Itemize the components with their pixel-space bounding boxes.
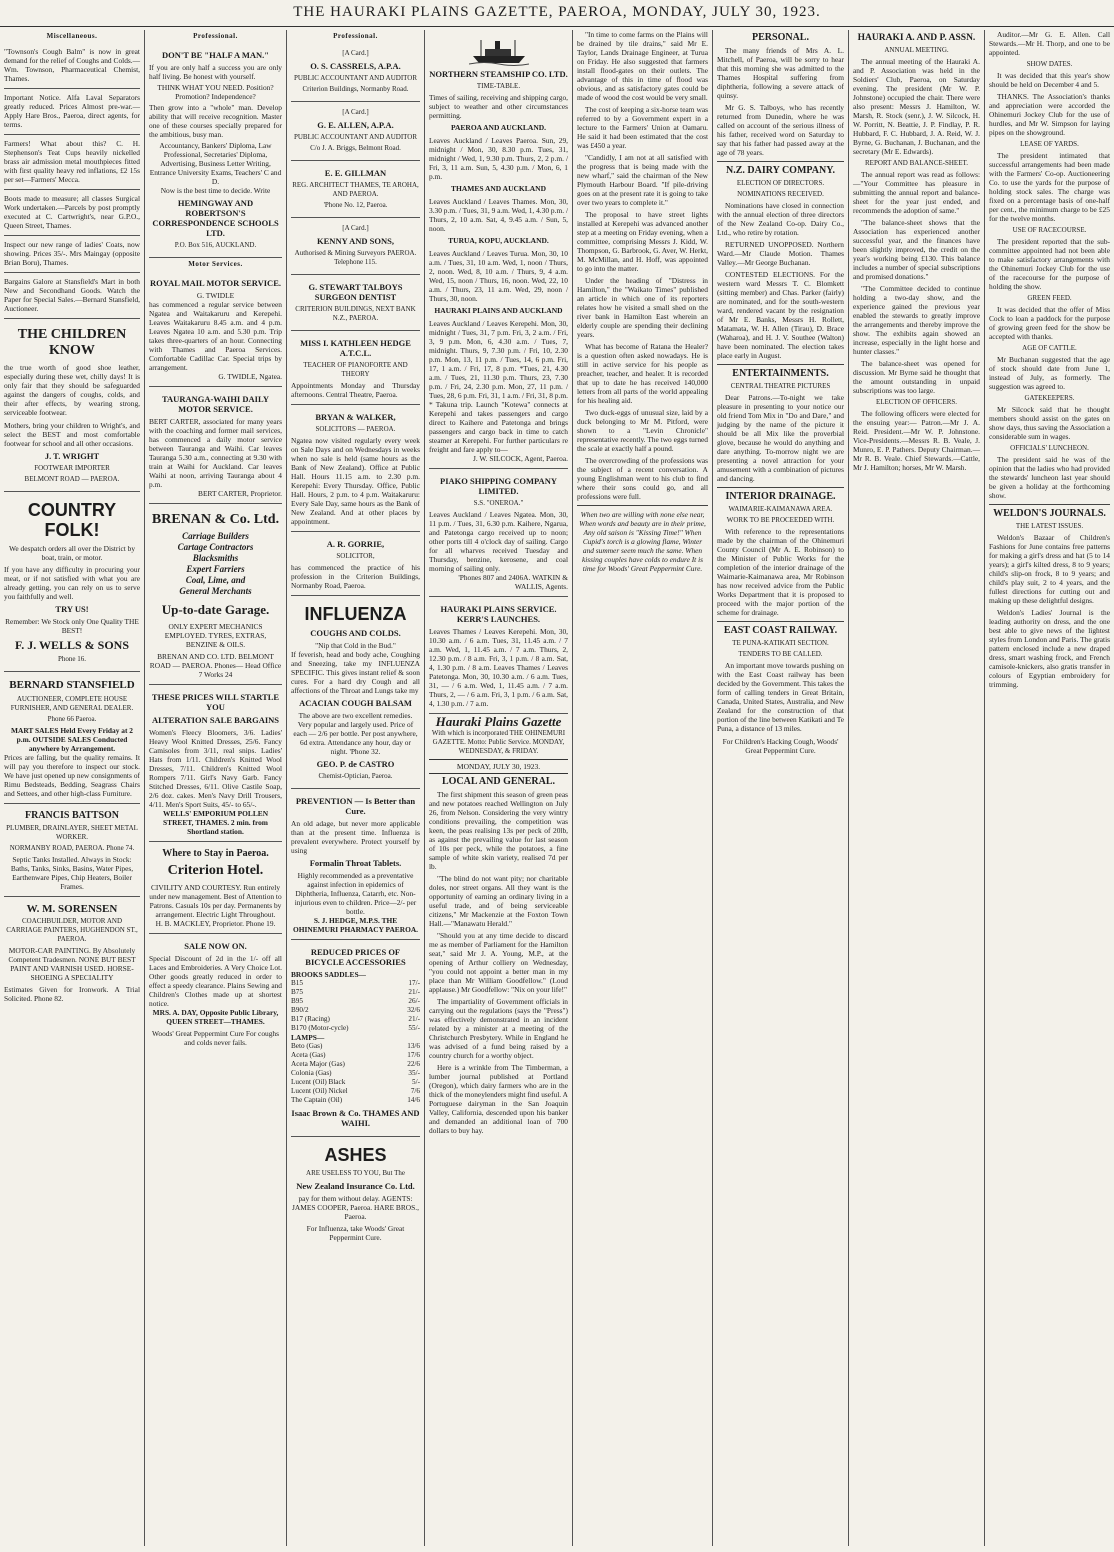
section-professional-2: Professional. [333, 32, 378, 40]
dairy-heading: N.Z. DAIRY COMPANY. [726, 165, 835, 176]
piako-text: Leaves Auckland / Leaves Ngatea. Mon, 30, 11 p.m. / Tues, 31, 6.30 p.m. Kaihere, Ngarua, and Patetonga cargo received up to noon; other ports till 4 o'clock day of sailing. Cargo for all wharves received Tuesday and Thursday, benzine, kerosene, and coal morning of sailing only. [429, 510, 568, 573]
c5-para-6: What has become of Ratana the Healer? is a question often asked nowadays. He is still in active service for his people as preacher, teacher, and healer. It is recorded that up to date he has received 140,000 letters from all parts of the world appealing for his healing aid. [577, 342, 708, 405]
wells-emporium: WELLS' EMPORIUM POLLEN STREET, THAMES. 2 min. from Shortland station. [162, 809, 269, 836]
stansfield-phone: Phone 66 Paeroa. [47, 715, 97, 723]
ad-ashes [291, 1137, 420, 1247]
drainage-sub: WAIMARIE-KAIMANAWA AREA. [728, 505, 833, 513]
gazette-title: Hauraki Plains Gazette [435, 714, 562, 729]
twidle-sign: G. TWIDLE, Ngatea. [218, 372, 282, 381]
hedge-chemist: S. J. HEDGE, M.P.S. THE OHINEMURI PHARMACY PAEROA. [292, 916, 418, 934]
dairy-contested: CONTESTED ELECTIONS. For the western ward Messrs T. C. Blomkett (sitting member) and Chas. Parker (fairly) are nominated, and for the south-western ward, rendered vacant by the resignation of Mr E. Banks, Messrs H. Rollett, Matamata, W. H. Allen (Tirau), D. Brace (Waharoa), and H. J. V. Southee (Walton) have been nominated. The election takes place early in August. [717, 270, 844, 360]
isaac-brown: Isaac Brown & Co. THAMES AND WAIHI. [291, 1108, 420, 1128]
cassrels-card: [A Card.] [342, 49, 369, 57]
ad-hemingway [149, 43, 282, 258]
saddle-price-row [291, 1024, 420, 1033]
hemingway-address: P.O. Box 516, AUCKLAND. [174, 241, 257, 249]
section-motor-services: Motor Services. [188, 260, 243, 268]
ad-criterion [149, 842, 282, 934]
weldon-para-2: Weldon's Ladies' Journal is the leading authority on dress, and the one best able to give news of the lightest styles from London and Paris. The gratis pattern enclosed include a new draped dress, smart washing frock, and French camisole-knickers, also gratis transfer in colours of Egyptian embroidery for trimming. [989, 608, 1110, 689]
bicycle-heading: REDUCED PRICES OF BICYCLE ACCESSORIES [305, 947, 406, 967]
price-item-value: 26/- [408, 997, 420, 1005]
tauranga-text: BERT CARTER, associated for many years with the coaching and former mail services, has commenced a daily motor service between Tauranga and Waihi. Car leaves Tauranga 5.30 a.m., connecting at 9.30 with train at Waihi for Auckland. Car leaves Waihi at noon, arriving Tauranga about 4 p.m. [149, 417, 282, 489]
c5-poem: When two are willing with none else near, When words and beauty are in their prime, Any old saison is "Kissing Time!" When Cupid's torch is a glowing flame, Winter and summer seem much the same. When kissing couples have colds to endure It is time for Woods' Great Peppermint Cure. [579, 510, 706, 573]
c5-para-3: "Candidly, I am not at all satisfied with the progress that is being made with the new wharf," said the chairman of the New Plymouth Harbour Board. "If pile-driving goes on at the present rate it is going to take over two years to complete it." [577, 153, 708, 207]
sale-now-heading: SALE NOW ON. [184, 941, 247, 951]
railway-sub: TE PUNA-KATIKATI SECTION. [732, 639, 829, 647]
weldon-para-1: Weldon's Bazaar of Children's Fashions for June contains free patterns for making a girl's dress and hat (5 to 14 years); a girl's kilted dress, 8 to 9 years; child's slip-on frock, 8 to 9 years; and child's play suit, 2 to 4 years, and the fullest directions for cutting out and making up these delightful designs. [989, 533, 1110, 605]
railway-foot: For Children's Hacking Cough, Woods' Great Peppermint Cure. [722, 737, 839, 755]
gorrie-text: has commenced the practice of his profession in the Criterion Buildings, Normanby Road, Paeroa. [291, 563, 420, 590]
ad-maingay: Inspect our new range of ladies' Coats, now showing. Prices 35/-. Mrs Maingay (opposite Brian Boru), Thames. [4, 236, 140, 273]
c5-para-2: The cost of keeping a six-horse team was referred to by a Government expert in a lecture to the Farmers' Union at Oamaru. He said it had been estimated that the cost was £450 a year. [577, 105, 708, 150]
kenny-card: [A Card.] [342, 224, 369, 232]
price-item-name: Aceta (Gas) [291, 1051, 326, 1059]
formalin-text: Highly recommended as a preventative against infection in epidemics of Diphtheria, Influenza, Catarrh, etc. Non-injurious even to children. Price—2/- per bottle. [294, 871, 417, 916]
influenza-heading: INFLUENZA [304, 604, 407, 624]
ad-brenan [149, 504, 282, 685]
luncheon-heading: OFFICIALS' LUNCHEON. [1010, 444, 1089, 452]
dairy-text: Nominations have closed in connection with the annual election of three directors of the New Zealand Co-op. Dairy Co., Ltd., who retire by rotation. [717, 201, 844, 237]
prevention-text: An old adage, but never more applicable than at the present time. Influenza is prevalent everywhere. Protect yourself by using [291, 819, 420, 855]
masthead-title: THE HAURAKI PLAINS GAZETTE, PAEROA, MONDAY, JULY 30, 1923. [293, 4, 821, 20]
column-1 [0, 30, 144, 1546]
sorensen-line: COACHBUILDER, MOTOR AND CARRIAGE PAINTERS, HUGHENDON ST., PAEROA. [6, 917, 138, 943]
country-folk-text-2: If you have any difficulty in procuring your meat, or if not satisfied with what you are already getting, you can rely on us to serve you faithfully and well. [4, 565, 140, 601]
column-3 [286, 30, 424, 1546]
entertainments-heading: ENTERTAINMENTS. [732, 368, 829, 379]
wright-name: J. T. WRIGHT [44, 451, 100, 461]
section-professional: Professional. [193, 32, 238, 40]
remember-text: Remember: We Stock only One Quality THE BEST! [5, 617, 139, 635]
gatekeepers-heading: GATEKEEPERS. [1024, 394, 1075, 402]
talboys-address: CRITERION BUILDINGS, NEXT BANK N.Z., PAEROA. [295, 305, 416, 322]
assn-para-3: "The balance-sheet shows that the Association has experienced another successful year, and the finances have been slightly improved, the credit on the year's working being £130. This balance includes a number of special subscriptions and promised donations." [853, 218, 980, 281]
dairy-returned: RETURNED UNOPPOSED. Northern Ward.—Mr Claude Motion. Thames Valley.—Mr George Buchanan. [717, 240, 844, 267]
route-paeroa: Leaves Auckland / Leaves Paeroa. Sun, 29, midnight / Mon, 30, 8.30 p.m. Tues, 31, midnight / Wed, 1, 9.30 p.m. Thurs, 2, 2 p.m. / Fri, 3, 11 a.m. Sun, 5, 4.30 p.m. / Mon, 6, 1 p.m. [429, 136, 568, 181]
cassrels-name: O. S. CASSRELS, A.P.A. [310, 61, 401, 71]
c5-para-8: The overcrowding of the professions was the subject of a recent conversation. A young Englishman went to his club to find where their sons could go, and all professions were full. [577, 456, 708, 501]
mackley: H. B. MACKLEY, Proprietor. Phone 19. [155, 919, 276, 928]
stansfield-name: BERNARD STANSFIELD [9, 679, 135, 691]
gillman-line: REG. ARCHITECT THAMES, TE AROHA, AND PAEROA. [292, 181, 419, 198]
think-text: Then grow into a "whole" man. Develop ability that will receive recognition. Master one of these courses specially prepared for the ambitious, busy man. [149, 103, 282, 139]
railway-sub-2: TENDERS TO BE CALLED. [738, 650, 823, 658]
lamp-price-row [291, 1078, 420, 1087]
assn-para-2: The annual report was read as follows:—"Your Committee has pleasure in submitting the annual report and balance-sheet for the year just ended, and recommends the adoption of same." [853, 170, 980, 215]
launch-heading: HAURAKI PLAINS SERVICE. KERR'S LAUNCHES. [440, 604, 557, 624]
price-item-value: 21/- [408, 1015, 420, 1023]
hemingway-name: HEMINGWAY AND ROBERTSON'S CORRESPONDENCE SCHOOLS LTD. [152, 198, 279, 238]
auditor-text: Auditor.—Mr G. E. Allen. Call Stewards.—Mr H. Thorp, and one to be appointed. [989, 30, 1110, 57]
c5-para-7: Two duck-eggs of unusual size, laid by a duck belonging to Mr M. Pitford, were shown to a "Levin Chronicle" representative recently. The two eggs turned the scale at exactly half a pound. [577, 408, 708, 453]
gatekeepers-text: Mr Silcock said that he thought members should assist on the gates on show days, thus saving the Association a considerable sum in wages. [989, 405, 1110, 441]
racecourse-text: The president reported that the sub-committee appointed had not been able to make satisfactory arrangements with the Ohinemuri Jockey Club for the use of the racecourse for the purpose of holding the show. [989, 237, 1110, 291]
allen-address: C/o J. A. Briggs, Belmont Road. [310, 144, 401, 152]
officers-text: The following officers were elected for the ensuing year:— Patron.—Mr J. A. Reid. President.—Mr W. P. Johnstone. Vice-Presidents.—Messrs R. B. Veale, J. Munro, E. P. Pathers. Deputy Chairman.—Mr R. B. Veale. Chief Stewards.—Cattle, Mr J. Hamilton; horses, Mr W. Marsh. [853, 409, 980, 472]
price-item-value: 21/- [408, 988, 420, 996]
column-5 [572, 30, 712, 1546]
route-paeroa-heading: PAEROA AND AUCKLAND. [450, 123, 547, 132]
lamp-price-row [291, 1087, 420, 1096]
brenan-service-item: Blacksmiths [192, 553, 239, 563]
royal-mail-heading: ROYAL MAIL MOTOR SERVICE. [149, 278, 281, 288]
route-thames-heading: THAMES AND AUCKLAND [450, 184, 546, 193]
ad-sorensen [4, 897, 140, 1008]
price-item-name: B75 [291, 988, 303, 996]
price-item-value: 5/- [412, 1078, 420, 1086]
wright-address: BELMONT ROAD — PAEROA. [24, 475, 120, 483]
central-theatre-heading: CENTRAL THEATRE PICTURES [730, 382, 831, 390]
railway-heading: EAST COAST RAILWAY. [723, 625, 838, 636]
price-item-name: Lucent (Oil) Black [291, 1078, 346, 1086]
formalin-heading: Formalin Throat Tablets. [309, 858, 402, 868]
route-hauraki-note: * Takuna trip. Launch "Kotewa" connects at Kerepehi and takes passengers and cargo direct to Kaihere and Patetonga and brings passengers and cargo back in time to catch steamer at Kerepehi. For further particulars re freight and fare apply to— [429, 400, 568, 454]
ad-piako-shipping [429, 469, 568, 597]
drainage-text: With reference to the representations made by the chairman of the Ohinemuri County Council (Mr A. E. Robinson) to the Minister of Public Works for the completion of the interior drainage of the Waimarie-Kaimanawa area, Mr Robinson has now received advice from the Public Works Department that it is proposed to proceed with the major portion of the scheme for drainage. [717, 527, 844, 617]
saddle-price-row [291, 1015, 420, 1024]
ad-royal-mail [149, 271, 282, 387]
saddle-price-row [291, 988, 420, 997]
card-hedge [291, 331, 420, 405]
brenan-service-item: Carriage Builders [182, 531, 249, 541]
criterion-heading: Criterion Hotel. [167, 863, 264, 878]
local-para-5: Here is a wrinkle from The Timberman, a lumber journal published at Portland (Oregon), which dairy farmers who are in the thick of the moneylenders might find useful. A Portuguese dairyman in the San Joaquin Valley, California, descended upon his banker and demanded an additional loan of 700 dollars to buy hay. [429, 1063, 568, 1135]
ad-day [149, 934, 282, 1052]
try-us: TRY US! [55, 604, 89, 614]
assn-heading: HAURAKI A. AND P. ASSN. [857, 33, 976, 43]
lease-text: The president intimated that successful arrangements had been made with the Farmers' Co-op. Auctioneering Co. to use the yards for the purpose of holding stock sales. The charge was fixed on a percentage basis of one-half per cent., the minimum charge to be £25 for the twelve months. [989, 151, 1110, 223]
price-item-value: 7/6 [410, 1087, 420, 1095]
battson-address: NORMANBY ROAD, PAEROA. Phone 74. [9, 844, 135, 852]
assn-para-1: The annual meeting of the Hauraki A. and P. Association was held in the Soldiers' Club, Paeroa, on Saturday evening. The president (Mr W. P. Johnstone) occupied the chair. There were also present: Messrs J. Hamilton, W. Marsh, R. Stock (senr.), J. W. Silcock, H. W. Porritt, N. Beattie, J. P. Findlay, P. R. Hubbard, F. C. Hubbard, J. A. Reid, W. J. Byrne, G. Buchanan, J. Buchanan, and the secretary (Mr E. Edwards). [853, 57, 980, 156]
card-bryan-walker [291, 405, 420, 532]
lease-heading: LEASE OF YARDS. [1020, 140, 1079, 148]
personal-para-2: Mr G. S. Talboys, who has recently returned from Dunedin, where he was called on account of the serious illness of his father, received word on Saturday to say that his father had passed away at the age of 78 years. [717, 103, 844, 157]
startle-heading: THESE PRICES WILL STARTLE YOU [151, 692, 280, 712]
ad-northern-steamship [429, 30, 568, 469]
railway-text: An important move towards pushing on with the East Coast railway has been decided by the Government. This takes the form of calling tenders in Great Britain, Canada, United States, Australia, and New Zealand for the construction of that portion of the line between Katikati and Te Puna, a distance of 13 miles. [717, 661, 844, 733]
thanks-text: THANKS. The Association's thanks and appreciation were accorded the Ohinemuri Jockey Club for the use of hurdles, and Mr W. Simpson for laying pipes on the showground. [989, 92, 1110, 137]
card-allen [291, 102, 420, 161]
column-2 [144, 30, 286, 1546]
stay-heading: Where to Stay in Paeroa. [162, 848, 269, 859]
saddle-price-row [291, 1006, 420, 1015]
gorrie-name: A. R. GORRIE, [326, 539, 385, 549]
acacian-heading: ACACIAN COUGH BALSAM [299, 698, 412, 708]
kenny-name: KENNY AND SONS, [317, 236, 394, 246]
think-need: THINK WHAT YOU NEED. Position? Promotion? Independence? [157, 83, 274, 101]
ad-isaac-brown [291, 940, 420, 1137]
ad-battson [4, 804, 140, 897]
hedge-text: Appointments Monday and Thursday afternoons. Central Theatre, Paeroa. [291, 381, 420, 399]
price-item-name: Beto (Gas) [291, 1042, 323, 1050]
price-item-name: B17 (Racing) [291, 1015, 330, 1023]
card-kenny [291, 218, 420, 275]
lamp-price-row [291, 1042, 420, 1051]
local-general-heading: LOCAL AND GENERAL. [441, 776, 556, 787]
green-feed-text: It was decided that the offer of Miss Cock to loan a paddock for the purpose of growing green feed for the show be accepted with thanks. [989, 305, 1110, 341]
price-item-value: 14/6 [407, 1096, 420, 1104]
brenan-service-item: Cartage Contractors [177, 542, 254, 552]
ashes-sub: ARE USELESS TO YOU, But The [306, 1169, 405, 1177]
ad-wells [4, 492, 140, 672]
price-item-name: B15 [291, 979, 303, 987]
saddle-price-row [291, 997, 420, 1006]
green-feed-heading: GREEN FEED. [1027, 294, 1072, 302]
c5-para-4: The proposal to have street lights installed at Kerepehi was advanced another step at a meeting on Friday evening, when a committee, comprising Messrs J. Kidd, W. Thompson, G. Barbrook, G. Aver, W. Herkt, M. McMillan, and H. Hoff, was appointed to go into the matter. [577, 210, 708, 273]
local-para-4: The impartiality of Government officials in carrying out the regulations (says the "Press") was effectively demonstrated in an incident related by a minister at a meeting of the Christchurch Presbytery. While in England he was advised of a fund being raised by a country church for a worthy object. [429, 997, 568, 1060]
bryan-name: BRYAN & WALKER, [315, 412, 396, 422]
allen-name: G. E. ALLEN, A.P.A. [317, 120, 394, 130]
criterion-text: CIVILITY AND COURTESY. Run entirely under new management. Best of Attention to Patrons. Casuals 10s per day. Permanents by arrangement. Electric Light Throughout. [149, 883, 282, 919]
price-item-value: 13/6 [407, 1042, 420, 1050]
children-know-text-2: Mothers, bring your children to Wright's, and select the BEST and most comfortable footwear for school and all other occasions. [4, 421, 140, 448]
sale-text: Women's Fleecy Bloomers, 3/6. Ladies' Heavy Wool Knitted Dresses, 25/6. Fancy Camisoles from 3/11, real snips. Ladies' Hats from 1/11. Children's Knitted Wool Dresses, 7/11. Children's Knitted Wool Rompers 7/11. Girl's Navy Garb. Fancy Stitched Dresses, 6/11. Olive Castile Soap, 2/6 doz. cakes. Men's Navy Drill Trousers, 4/11. Men's Sport Suits, 45/- to 65/-. [149, 728, 282, 809]
country-folk-heading: COUNTRY FOLK! [27, 500, 117, 540]
price-item-value: 55/- [408, 1024, 420, 1032]
ad-prevention [291, 789, 420, 940]
hedge-name: MISS I. KATHLEEN HEDGE A.T.C.L. [300, 338, 411, 358]
garage-lines: ONLY EXPERT MECHANICS EMPLOYED. TYRES, EXTRAS, BENZINE & OILS. [164, 622, 267, 649]
price-item-name: The Captain (Oil) [291, 1096, 343, 1104]
ashes-heading: ASHES [324, 1145, 387, 1165]
ad-wells-emporium [149, 685, 282, 842]
stansfield-text: Prices are falling, but the quality remains. It will pay you therefore to inspect our stock. We have just opened up new consignments of Rimu Bedsteads, Bedding, Seagrass Chairs and Settees, and other high-class Furniture. [4, 753, 140, 798]
ad-cartwright: Boots made to measure; all classes Surgical Work undertaken.—Parcels by post promptly executed at C. Cartwright's, near G.P.O., Queen Street, Thames. [4, 190, 140, 236]
garage-heading: Up-to-date Garage. [161, 602, 270, 617]
card-gillman [291, 161, 420, 218]
show-dates-text: It was decided that this year's show should be held on December 4 and 5. [989, 71, 1110, 89]
ad-stansfield-mart: Bargains Galore at Stansfield's Mart in both New and Secondhand Goods. Watch the Paper for Special Sales.—Bernard Stansfield, Auctioneer. [4, 273, 140, 319]
section-miscellaneous: Miscellaneous. [46, 32, 98, 40]
children-know-text: the true worth of good shoe leather, especially during these wet, chilly days! It is only fair that they should be safeguarded against the dangers of coughs, colds, and their after effects, by wearing strong, serviceable footwear. [4, 363, 140, 417]
ad-kerrs-launches [429, 597, 568, 714]
timetable-label: TIME-TABLE. [476, 82, 521, 90]
brenan-service-item: General Merchants [179, 586, 252, 596]
assn-para-4: "The Committee decided to continue holding a two-day show, and the experience gained the previous year enabled the stewards to greatly improve the arrangements and thereby improve the show. The exhibits again showed an increase, especially in the light horse and hunter classes." [853, 284, 980, 356]
show-dates-heading: SHOW DATES. [1026, 60, 1073, 68]
cattle-heading: AGE OF CATTLE. [1022, 344, 1077, 352]
column-4 [424, 30, 572, 1546]
allen-line: PUBLIC ACCOUNTANT AND AUDITOR [293, 133, 418, 141]
children-know-heading: THE CHILDREN KNOW [17, 327, 127, 358]
country-folk-text: We despatch orders all over the District by boat, train, or motor. [8, 544, 136, 562]
column-7 [848, 30, 984, 1546]
lamp-price-row [291, 1051, 420, 1060]
cassrels-line: PUBLIC ACCOUNTANT AND AUDITOR [293, 74, 418, 82]
brenan-heading: BRENAN & Co. Ltd. [151, 512, 280, 527]
hedge-line: TEACHER OF PIANOFORTE AND THEORY [303, 361, 408, 378]
personal-heading: PERSONAL. [752, 32, 809, 43]
weldon-sub: THE LATEST ISSUES. [1015, 522, 1084, 530]
ad-tauranga [149, 387, 282, 504]
allen-card: [A Card.] [342, 108, 369, 116]
day-text: Special Discount of 2d in the 1/- off all Laces and Embroideries. A Very Choice Lot. Other goods greatly reduced in order to effect a speedy clearance. Plains Sewing and Children's Clothes made up at shortest notice. [149, 954, 282, 1008]
battson-name: FRANCIS BATTSON [25, 810, 119, 821]
price-item-value: 32/6 [407, 1006, 420, 1014]
card-talboys [291, 275, 420, 331]
lamp-price-row [291, 1060, 420, 1069]
officers-heading: ELECTION OF OFFICERS. [875, 398, 958, 406]
route-hauraki: Leaves Auckland / Leaves Kerepehi. Mon, 30, midnight / Tues, 31, 7 p.m. Fri, 3, 2 a.m. / Fri, 3, 9 p.m. Mon, 6, 4.30 a.m. / Tues, 7, midnight. Thurs, 9, 7.30 p.m. / Fri, 10, 2.30 p.m. Mon, 13, 11 p.m. / Tues, 14, 6 p.m. Fri, 17, 1 a.m. / Fri, 17, 8 p.m. *Tues, 21, 4.30 a.m. / Tues, 21, 11.30 p.m. Thurs, 23, 7.30 p.m. / Fri, 24, 2.30 p.m. Mon, 27, 11 p.m. / Tues, 28, 6 p.m. Fri, 31, 1 a.m. / Fri, 31, 8 p.m. [429, 319, 568, 400]
influenza-text: If feverish, head and body ache, Coughing and Sneezing, take my INFLUENZA SPECIFIC. This gives instant relief & soon cures. For a hard dry Cough and all affections of the Throat and Lungs take my [291, 650, 420, 695]
weldon-heading: WELDON'S JOURNALS. [993, 508, 1106, 519]
card-cassrels [291, 43, 420, 102]
battson-line: PLUMBER, DRAINLAYER, SHEET METAL WORKER. [6, 824, 138, 841]
wright-line: FOOTWEAR IMPORTER [34, 464, 110, 472]
price-item-name: Colonia (Gas) [291, 1069, 332, 1077]
assn-sub: ANNUAL MEETING. [884, 46, 949, 54]
saddles-list [291, 979, 420, 1033]
brenan-address: BRENAN AND CO. LTD. BELMONT ROAD — PAEROA. Phones— Head Office 7 Works 24 [149, 652, 282, 679]
day-name: MRS. A. DAY, Opposite Public Library, QUEEN STREET—THAMES. [152, 1008, 279, 1026]
mart-sales: MART SALES Held Every Friday at 2 p.m. OUTSIDE SALES Conducted anywhere by Arrangement. [11, 726, 133, 753]
acacian-text: The above are two excellent remedies. Very popular and largely used. Price of each — 2/6 per bottle. Per post anywhere, 6d extra. Attendance any hour, day or night. 'Phone 32. [293, 711, 418, 756]
price-item-value: 35/- [408, 1069, 420, 1077]
half-a-man-text: If you are only half a success you are only half living. Be honest with yourself. [149, 63, 282, 81]
local-para-1: The first shipment this season of green peas and new potatoes reached Wellington on July 26, from Nelson. Considering the very wintry conditions prevailing, the competition was keen, the peas realising 13s per peck of 20lb, as against the prevailing value for last season of 10s per peck, while the potatoes, a fine sample of white skin variety, realised 7d per lb. [429, 790, 568, 871]
lamps-label: LAMPS— [291, 1033, 325, 1042]
influenza-sub: COUGHS AND COLDS. [310, 628, 401, 638]
c5-para-1: "In time to come farms on the Plains will be drained by tile drains," said Mr E. Taylor, Lands Drainage Engineer, at Turua on Friday. He also suggested that farmers install flood-gates on their outlets. The advantage of this in time of flood was obvious, and as satisfactory gates could be made of wood the cost would be very small. [577, 30, 708, 102]
saddle-price-row [291, 979, 420, 988]
route-turua-heading: TURUA, KOPU, AUCKLAND. [448, 236, 549, 245]
price-item-value: 17/- [408, 979, 420, 987]
assn-para-5: The balance-sheet was opened for discussion. Mr Byrne said he thought that the amount outstanding in unpaid subscriptions was too large. [853, 359, 980, 395]
ad-townson: "Townson's Cough Balm" is now in great demand for the relief of Coughs and Colds.—Wm. Townson, Pharmaceutical Chemist, Thames. [4, 43, 140, 89]
royal-mail-text: has commenced a regular service between Ngatea and Waitakaruru and Kerepehi. Leaves Waitakaruru 8.45 a.m. and 4 p.m. Leaves Ngatea 10 a.m. and 5.30 p.m. Trip takes three-quarters of an hour. Connecting with Thames and Paeroa Services. Comfortable Cadillac Car. Special trips by arrangement. [149, 300, 282, 372]
sorensen-text: MOTOR-CAR PAINTING. By Absolutely Competent Tradesmen. NONE BUT BEST PAINT AND VARNISH USED. HORSE-SHOEING A SPECIALITY [8, 946, 136, 982]
bryan-line: SOLICITORS — PAEROA. [315, 425, 396, 433]
brenan-service-item: Expert Farriers [186, 564, 245, 574]
talboys-name: G. STEWART TALBOYS SURGEON DENTIST [308, 282, 403, 302]
twidle-name: G. TWIDLE [196, 291, 235, 300]
steamship-icon [469, 36, 529, 66]
masthead [0, 4, 1114, 27]
gillman-name: E. E. GILLMAN [324, 168, 387, 178]
wells-phone: Phone 16. [58, 655, 86, 663]
ad-influenza [291, 596, 420, 789]
column-6 [712, 30, 848, 1546]
ad-stansfield [4, 672, 140, 804]
prevention-heading: PREVENTION — Is Better than Cure. [295, 796, 416, 816]
piako-heading: PIAKO SHIPPING COMPANY LIMITED. [440, 476, 557, 496]
nz-insurance: New Zealand Insurance Co. Ltd. [296, 1181, 415, 1191]
column-8 [984, 30, 1114, 1546]
ad-alfa-laval: Important Notice. Alfa Laval Separators greatly reduced. Prices Almost pre-war.—Apply Hare Bros., Paeroa, direct agents, for terms. [4, 89, 140, 135]
watkin-wallis: 'Phones 807 and 2406A. WATKIN & WALLIS, Agents. [458, 573, 568, 591]
gorrie-line: SOLICITOR, [336, 552, 375, 560]
now-text: Now is the best time to decide. Write [160, 186, 271, 195]
nz-insurance-text: pay for them without delay. AGENTS: JAMES COOPER, Paeroa. HARE BROS., Paeroa. [292, 1194, 419, 1221]
sorensen-foot: Estimates Given for Ironwork. A Trial Solicited. Phone 82. [4, 985, 140, 1003]
battson-text: Septic Tanks Installed. Always in Stock: Baths, Tanks, Sinks, Basins, Water Pipes, Earthenware Pipes, Chip Heaters, Boiler Frames. [10, 855, 134, 891]
wells-name: F. J. WELLS & SONS [14, 638, 130, 652]
lamp-price-row [291, 1096, 420, 1105]
brenan-service-item: Coal, Lime, and [185, 575, 246, 585]
c5-para-5: Under the heading of "Distress in Hamilton," the "Waikato Times" published an article in which one of its reporters relates how he visited a small shed on the river bank in Hamilton East wherein an elderly couple are spending their declining years. [577, 276, 708, 339]
route-hauraki-heading: HAURAKI PLAINS AND AUCKLAND [434, 306, 563, 315]
price-item-value: 17/6 [407, 1051, 420, 1059]
ad-teat-cups: Farmers! What about this? C. H. Stephenson's Teat Cups heavily nickelled brass air admission metal mouthpieces fitted with first quality heavy red inflations, £2 15s per set—Farmers' Mecca. [4, 135, 140, 190]
nsc-heading: NORTHERN STEAMSHIP CO. LTD. [429, 69, 568, 79]
cattle-text: Mr Buchanan suggested that the age of stock should date from June 1, instead of July, as formerly. The suggestion was agreed to. [989, 355, 1110, 391]
price-item-name: B95 [291, 997, 303, 1005]
stansfield-line: AUCTIONEER, COMPLETE HOUSE FURNISHER, AND GENERAL DEALER. [10, 695, 134, 712]
tauranga-foot: BERT CARTER, Proprietor. [198, 489, 282, 498]
price-item-name: B170 (Motor-cycle) [291, 1024, 349, 1032]
racecourse-heading: USE OF RACECOURSE. [1012, 226, 1087, 234]
report-heading: REPORT AND BALANCE-SHEET. [865, 159, 968, 167]
price-item-value: 22/6 [407, 1060, 420, 1068]
drainage-sub-2: WORK TO BE PROCEEDED WITH. [726, 516, 835, 524]
route-turua: Leaves Auckland / Leaves Turua. Mon, 30, 10 a.m. / Tues, 31, 10 a.m. Wed, 1, noon / Thurs, 2, noon. Wed, 8, 10 a.m. / Thurs, 9, 4 a.m. Wed, 15, noon / Thurs, 16, noon. Wed, 22, 10 a.m. / Thurs, 23, 11 a.m. Wed, 29, noon / Thurs, 30, noon. [429, 249, 568, 303]
price-item-name: B90/2 [291, 1006, 309, 1014]
central-theatre-text: Dear Patrons.—To-night we take pleasure in presenting to your notice our old friend Tom Mix in "Do and Dare," and judging by the name of the picture it should be all Mix like the proverbial glove, because he would do anything and dare anything. To-morrow night we are presenting a novel attraction for your amusement with a combination of pictures and dancing. [717, 393, 844, 483]
lamps-list [291, 1042, 420, 1105]
saddles-label: BROOKS SADDLES— [291, 970, 366, 979]
local-general-body [429, 790, 568, 1135]
gazette-date: MONDAY, JULY 30, 1923. [429, 759, 568, 774]
ad-wright [4, 319, 140, 492]
silcock-agent: J. W. SILCOCK, Agent, Paeroa. [472, 454, 568, 463]
lamp-price-row [291, 1069, 420, 1078]
influenza-tag: "Nip that Cold in the Bud." [315, 641, 396, 650]
personal-para-1: The many friends of Mrs A. L. Mitchell, of Paeroa, will be sorry to hear that this morning she was admitted to the Thames Hospital suffering from diphtheria, following a severe attack of quinsy. [717, 46, 844, 100]
price-item-name: Aceta Major (Gas) [291, 1060, 345, 1068]
dairy-sub-2: NOMINATIONS RECEIVED. [737, 190, 824, 198]
brenan-services [149, 532, 282, 596]
route-thames: Leaves Auckland / Leaves Thames. Mon, 30, 3.30 p.m. / Tues, 31, 9 a.m. Wed, 1, 4.30 p.m. / Thurs, 2, 10 a.m. Sat, 4, 9.45 a.m. / Sun, 5, noon. [429, 197, 568, 233]
castro-name: GEO. P. de CASTRO [316, 759, 395, 769]
local-para-2: "The blind do not want pity; nor charitable doles, nor street organs. All they want is the opportunity of earning an ordinary living in a useful trade, and of being serviceable citizens," Mr Mackenzie at the Foxton Town Hall.—"Manawatu Herald." [429, 874, 568, 928]
castro-line: Chemist-Optician, Paeroa. [318, 772, 393, 780]
luncheon-text: The president said he was of the opinion that the ladies who had provided the stewards' luncheon last year should be given a holiday at the forthcoming show. [989, 455, 1110, 500]
launch-text: Leaves Thames / Leaves Kerepehi. Mon, 30, 10.30 a.m. / 6 a.m. Tues, 31, 11.45 a.m. / 7 a.m. Wed, 1, 11.45 a.m. / 7 a.m. Thurs, 2, 12.30 p.m. / 8 a.m. Fri, 3, 1 p.m. / 8 a.m. Sat, 4, 1.30 p.m. / 8 a.m. Leaves Thames / Leaves Patetonga. Mon, 30, 10.30 a.m. / 6 a.m. Tues, 31, — / 6 a.m. Wed, 1, 11.45 a.m. / 7 a.m. Thurs, 2, — / 6 a.m. Fri, 3, 1 p.m. / 6 a.m. Sat, 4, 1.30 p.m. / 7 a.m. [429, 627, 568, 708]
dairy-sub: ELECTION OF DIRECTORS. [736, 179, 825, 187]
gillman-phone: 'Phone No. 12, Paeroa. [323, 201, 388, 209]
local-para-3: "Should you at any time decide to discard me as member of Parliament for the Hamilton seat," said Mr J. A. Young, M.P., at the opening of Arthur colliery on Wednesday, "you could not appoint a better man in my place than Mr William Goodfellow." (Loud applause.) Mr Goodfellow: "Nix on your life!" [429, 931, 568, 994]
cassrels-address: Criterion Buildings, Normanby Road. [302, 85, 409, 93]
half-a-man-heading: DON'T BE "HALF A MAN." [162, 50, 269, 60]
price-item-name: Lucent (Oil) Nickel [291, 1087, 348, 1095]
oneroa: S.S. "ONEROA." [473, 499, 524, 507]
day-foot: Woods' Great Peppermint Cure For coughs and colds never fails. [152, 1029, 279, 1047]
kenny-line: Authorised & Mining Surveyors PAEROA. Telephone 115. [294, 249, 417, 266]
bryan-text: Ngatea now visited regularly every week on Sale Days and on Wednesdays in weeks when no sale is held (same hours as the Bank of New Zealand). Office at Public Hall. Hours 11.15 a.m. to 2.30 p.m. Kerepehi: Every Thursday. Office, Public Hall. Hours, 2 p.m. to 4 p.m. Waitakaruru: Every Sale Day, same hours as the Bank of New Zealand. And at other places by appointment. [291, 436, 420, 526]
alteration-heading: ALTERATION SALE BARGAINS [151, 715, 280, 725]
drainage-heading: INTERIOR DRAINAGE. [725, 491, 836, 502]
card-gorrie [291, 532, 420, 596]
tauranga-heading: TAURANGA-WAIHI DAILY MOTOR SERVICE. [162, 394, 269, 414]
gazette-sub: With which is incorporated THE OHINEMURI GAZETTE. Motto: Public Service. MONDAY, WEDNESDAY, & FRIDAY. [431, 729, 566, 755]
course-list: Accountancy, Bankers' Diploma, Law Professional, Secretaries' Diploma, Advertising, Business Letter Writing, Entrance University Exams, Teachers' C and D. [149, 141, 282, 186]
timetable-text: Times of sailing, receiving and shipping cargo, subject to weather and other circumstances permitting. [429, 93, 568, 120]
ashes-foot: For Influenza, take Woods' Great Peppermint Cure. [306, 1224, 405, 1242]
sorensen-name: W. M. SORENSEN [26, 903, 118, 915]
